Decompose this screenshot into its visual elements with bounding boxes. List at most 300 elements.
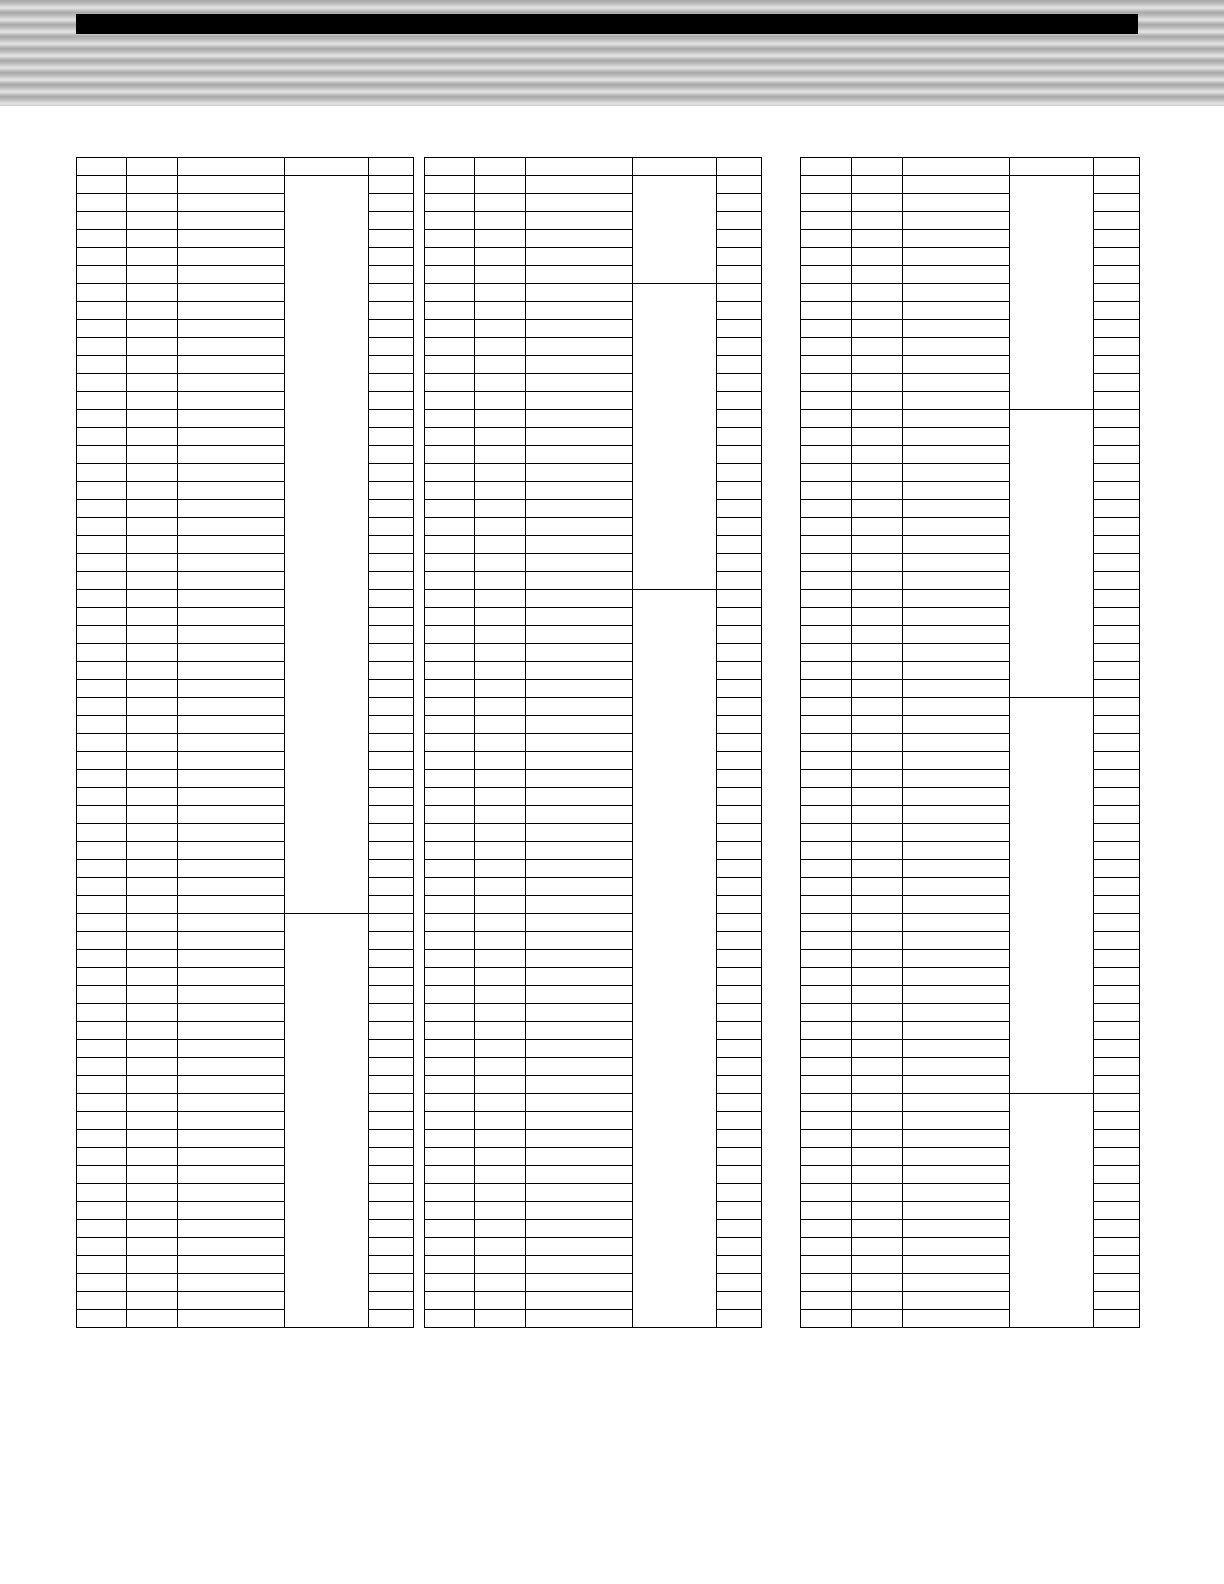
table-cell xyxy=(717,968,762,986)
table-cell xyxy=(903,356,1010,374)
table-cell xyxy=(801,176,852,194)
table-cell xyxy=(526,590,633,608)
table-cell xyxy=(1094,608,1140,626)
table-cell xyxy=(852,770,903,788)
table-cell xyxy=(369,788,414,806)
table-cell xyxy=(369,1220,414,1238)
table-cell xyxy=(475,590,526,608)
table-cell xyxy=(77,158,127,176)
table-cell xyxy=(717,626,762,644)
table-cell xyxy=(801,914,852,932)
table-cell xyxy=(425,1004,475,1022)
table-cell xyxy=(717,1004,762,1022)
table-cell xyxy=(77,374,127,392)
table-cell xyxy=(1094,428,1140,446)
table-cell xyxy=(178,374,285,392)
table-cell xyxy=(475,680,526,698)
table-cell xyxy=(178,1040,285,1058)
table-cell xyxy=(801,1130,852,1148)
table-cell xyxy=(852,734,903,752)
table-cell xyxy=(369,752,414,770)
table-cell xyxy=(852,716,903,734)
table-cell xyxy=(369,464,414,482)
table-cell xyxy=(852,500,903,518)
table-cell xyxy=(77,1256,127,1274)
table-cell xyxy=(425,248,475,266)
merged-cell xyxy=(285,176,369,914)
table-cell xyxy=(178,194,285,212)
table-cell xyxy=(475,1220,526,1238)
table-cell xyxy=(903,1130,1010,1148)
table-cell xyxy=(852,248,903,266)
table-cell xyxy=(526,626,633,644)
table-cell xyxy=(369,446,414,464)
table-row xyxy=(425,284,762,302)
table-cell xyxy=(852,1256,903,1274)
table-cell xyxy=(369,1148,414,1166)
table-cell xyxy=(852,212,903,230)
table-cell xyxy=(369,1130,414,1148)
table-cell xyxy=(77,878,127,896)
table-cell xyxy=(369,662,414,680)
table-row xyxy=(425,158,762,176)
table-cell xyxy=(77,824,127,842)
table-cell xyxy=(1094,716,1140,734)
table-cell xyxy=(852,1112,903,1130)
table-cell xyxy=(801,554,852,572)
table-cell xyxy=(127,1148,178,1166)
table-cell xyxy=(903,248,1010,266)
table-cell xyxy=(369,482,414,500)
table-cell xyxy=(1094,752,1140,770)
table-cell xyxy=(801,1274,852,1292)
table-cell xyxy=(178,824,285,842)
table-cell xyxy=(77,1112,127,1130)
table-cell xyxy=(178,968,285,986)
table-cell xyxy=(369,1040,414,1058)
table-cell xyxy=(1094,1202,1140,1220)
table-cell xyxy=(801,284,852,302)
table-cell xyxy=(903,194,1010,212)
table-cell xyxy=(1094,554,1140,572)
table-cell xyxy=(475,284,526,302)
table-cell xyxy=(425,914,475,932)
table-cell xyxy=(1094,518,1140,536)
table-cell xyxy=(852,554,903,572)
table-cell xyxy=(77,968,127,986)
table-cell xyxy=(475,158,526,176)
table-cell xyxy=(127,1184,178,1202)
table-cell xyxy=(475,554,526,572)
table-cell xyxy=(127,1076,178,1094)
table-cell xyxy=(526,752,633,770)
table-cell xyxy=(801,788,852,806)
table-cell xyxy=(903,302,1010,320)
table-cell xyxy=(127,590,178,608)
table-cell xyxy=(475,1148,526,1166)
table-cell xyxy=(1094,230,1140,248)
table-cell xyxy=(1094,626,1140,644)
table-cell xyxy=(717,158,762,176)
table-cell xyxy=(717,500,762,518)
table-cell xyxy=(77,608,127,626)
table-cell xyxy=(475,716,526,734)
table-cell xyxy=(77,788,127,806)
table-cell xyxy=(717,266,762,284)
table-cell xyxy=(1094,356,1140,374)
table-cell xyxy=(801,212,852,230)
table-cell xyxy=(127,194,178,212)
table-cell xyxy=(127,230,178,248)
table-cell xyxy=(178,590,285,608)
table-cell xyxy=(127,1112,178,1130)
table-cell xyxy=(1094,248,1140,266)
table-cell xyxy=(852,1220,903,1238)
table-cell xyxy=(903,1076,1010,1094)
table-cell xyxy=(717,860,762,878)
table-cell xyxy=(475,428,526,446)
table-cell xyxy=(1094,662,1140,680)
table-cell xyxy=(903,392,1010,410)
table-cell xyxy=(1094,698,1140,716)
table-cell xyxy=(425,896,475,914)
table-cell xyxy=(77,716,127,734)
table-cell xyxy=(475,932,526,950)
table-cell xyxy=(475,248,526,266)
table-cell xyxy=(369,1112,414,1130)
table-cell xyxy=(425,662,475,680)
table-cell xyxy=(1094,878,1140,896)
table-cell xyxy=(1094,1058,1140,1076)
table-cell xyxy=(369,284,414,302)
table-cell xyxy=(127,1310,178,1328)
table-cell xyxy=(77,1130,127,1148)
table-cell xyxy=(801,1040,852,1058)
table-cell xyxy=(425,410,475,428)
table-cell xyxy=(801,1148,852,1166)
table-cell xyxy=(903,1112,1010,1130)
table-cell xyxy=(178,662,285,680)
table-cell xyxy=(77,1166,127,1184)
table-cell xyxy=(425,1112,475,1130)
table-cell xyxy=(717,824,762,842)
table-cell xyxy=(526,176,633,194)
table-cell xyxy=(178,320,285,338)
table-cell xyxy=(801,572,852,590)
table-cell xyxy=(127,698,178,716)
table-cell xyxy=(475,770,526,788)
table-cell xyxy=(127,968,178,986)
table-cell xyxy=(526,248,633,266)
table-cell xyxy=(717,842,762,860)
table-cell xyxy=(852,1184,903,1202)
table-cell xyxy=(526,410,633,428)
table-cell xyxy=(717,212,762,230)
table-cell xyxy=(127,662,178,680)
table-cell xyxy=(903,1148,1010,1166)
table-cell xyxy=(526,356,633,374)
table-cell xyxy=(801,626,852,644)
table-cell xyxy=(526,572,633,590)
merged-cell xyxy=(633,284,717,590)
table-cell xyxy=(77,230,127,248)
table-cell xyxy=(852,590,903,608)
table-cell xyxy=(77,626,127,644)
table-cell xyxy=(475,1274,526,1292)
table-cell xyxy=(425,644,475,662)
table-cell xyxy=(903,158,1010,176)
table-cell xyxy=(852,698,903,716)
table-cell xyxy=(475,1058,526,1076)
table-cell xyxy=(801,896,852,914)
table-cell xyxy=(77,644,127,662)
table-cell xyxy=(1094,266,1140,284)
table-cell xyxy=(526,770,633,788)
table-cell xyxy=(178,1310,285,1328)
table-cell xyxy=(852,1148,903,1166)
table-cell xyxy=(127,1202,178,1220)
table-cell xyxy=(127,518,178,536)
table-cell xyxy=(801,1166,852,1184)
table-cell xyxy=(475,410,526,428)
table-cell xyxy=(425,1310,475,1328)
table-cell xyxy=(903,1166,1010,1184)
table-cell xyxy=(903,428,1010,446)
table-cell xyxy=(178,1022,285,1040)
table-cell xyxy=(425,230,475,248)
table-cell xyxy=(369,878,414,896)
table-cell xyxy=(717,806,762,824)
table-cell xyxy=(178,626,285,644)
table-cell xyxy=(717,1202,762,1220)
table-cell xyxy=(77,482,127,500)
table-cell xyxy=(425,842,475,860)
table-cell xyxy=(369,572,414,590)
table-cell xyxy=(77,806,127,824)
table-cell xyxy=(903,608,1010,626)
table-cell xyxy=(717,662,762,680)
table-cell xyxy=(801,374,852,392)
table-cell xyxy=(717,1058,762,1076)
table-cell xyxy=(77,1148,127,1166)
table-cell xyxy=(178,554,285,572)
table-cell xyxy=(178,896,285,914)
table-cell xyxy=(1094,374,1140,392)
table-cell xyxy=(127,1256,178,1274)
table-cell xyxy=(1094,986,1140,1004)
table-cell xyxy=(903,1310,1010,1328)
table-cell xyxy=(178,284,285,302)
table-cell xyxy=(717,1040,762,1058)
table-cell xyxy=(425,392,475,410)
table-cell xyxy=(801,446,852,464)
table-cell xyxy=(475,1202,526,1220)
table-cell xyxy=(425,1202,475,1220)
table-cell xyxy=(425,752,475,770)
table-cell xyxy=(801,410,852,428)
table-cell xyxy=(178,1094,285,1112)
table-cell xyxy=(425,158,475,176)
table-cell xyxy=(127,608,178,626)
table-cell xyxy=(801,860,852,878)
table-cell xyxy=(475,302,526,320)
table-cell xyxy=(717,464,762,482)
table-cell xyxy=(717,1310,762,1328)
table-cell xyxy=(127,860,178,878)
table-cell xyxy=(852,158,903,176)
table-cell xyxy=(178,410,285,428)
table-cell xyxy=(178,734,285,752)
table-cell xyxy=(903,824,1010,842)
table-cell xyxy=(1094,392,1140,410)
table-cell xyxy=(903,1238,1010,1256)
table-cell xyxy=(801,950,852,968)
table-cell xyxy=(526,806,633,824)
table-cell xyxy=(178,482,285,500)
table-cell xyxy=(903,1292,1010,1310)
table-cell xyxy=(475,914,526,932)
table-cell xyxy=(717,716,762,734)
table-cell xyxy=(127,1094,178,1112)
table-cell xyxy=(425,1274,475,1292)
table-cell xyxy=(1094,1274,1140,1292)
table-cell xyxy=(852,1166,903,1184)
table-cell xyxy=(903,698,1010,716)
table-cell xyxy=(425,1040,475,1058)
table-cell xyxy=(852,788,903,806)
table-cell xyxy=(526,950,633,968)
table-cell xyxy=(903,284,1010,302)
table-cell xyxy=(801,464,852,482)
table-cell xyxy=(1094,914,1140,932)
table-cell xyxy=(852,1094,903,1112)
table-cell xyxy=(178,914,285,932)
table-cell xyxy=(178,1202,285,1220)
table-cell xyxy=(852,896,903,914)
table-cell xyxy=(77,428,127,446)
table-cell xyxy=(526,554,633,572)
table-cell xyxy=(903,878,1010,896)
table-cell xyxy=(77,896,127,914)
table-cell xyxy=(801,500,852,518)
table-cell xyxy=(77,320,127,338)
table-cell xyxy=(127,302,178,320)
table-cell xyxy=(801,1004,852,1022)
table-cell xyxy=(425,788,475,806)
table-cell xyxy=(852,194,903,212)
table-cell xyxy=(369,410,414,428)
table-cell xyxy=(425,284,475,302)
table-cell xyxy=(475,266,526,284)
table-cell xyxy=(425,212,475,230)
table-cell xyxy=(369,842,414,860)
table-cell xyxy=(369,212,414,230)
table-cell xyxy=(852,1022,903,1040)
table-row xyxy=(77,914,414,932)
table-row xyxy=(801,176,1140,194)
table-cell xyxy=(178,1148,285,1166)
table-cell xyxy=(425,194,475,212)
table-cell xyxy=(852,428,903,446)
table-cell xyxy=(852,968,903,986)
table-cell xyxy=(178,644,285,662)
table-cell xyxy=(475,1184,526,1202)
table-cell xyxy=(127,878,178,896)
table-cell xyxy=(717,572,762,590)
table-cell xyxy=(77,518,127,536)
table-cell xyxy=(903,680,1010,698)
table-cell xyxy=(526,680,633,698)
table-cell xyxy=(903,1004,1010,1022)
table-cell xyxy=(526,608,633,626)
table-cell xyxy=(717,248,762,266)
table-cell xyxy=(425,374,475,392)
table-cell xyxy=(1094,194,1140,212)
table-cell xyxy=(127,500,178,518)
table-cell xyxy=(178,1058,285,1076)
table-cell xyxy=(178,1256,285,1274)
table-cell xyxy=(903,860,1010,878)
table-cell xyxy=(801,590,852,608)
table-cell xyxy=(903,554,1010,572)
table-cell xyxy=(852,1130,903,1148)
table-cell xyxy=(369,392,414,410)
table-cell xyxy=(903,572,1010,590)
table-cell xyxy=(903,770,1010,788)
table-cell xyxy=(903,896,1010,914)
table-cell xyxy=(717,698,762,716)
table-cell xyxy=(717,932,762,950)
table-cell xyxy=(178,392,285,410)
table-cell xyxy=(903,266,1010,284)
table-cell xyxy=(526,1256,633,1274)
table-cell xyxy=(526,644,633,662)
table-cell xyxy=(475,896,526,914)
table-cell xyxy=(852,950,903,968)
table-cell xyxy=(717,680,762,698)
table-cell xyxy=(369,608,414,626)
table-cell xyxy=(178,212,285,230)
table-cell xyxy=(475,1076,526,1094)
table-cell xyxy=(178,266,285,284)
table-cell xyxy=(801,716,852,734)
table-cell xyxy=(77,590,127,608)
table-cell xyxy=(1094,950,1140,968)
table-cell xyxy=(903,986,1010,1004)
table-cell xyxy=(903,1040,1010,1058)
merged-cell xyxy=(633,176,717,284)
table-cell xyxy=(475,1094,526,1112)
table-cell xyxy=(903,500,1010,518)
table-cell xyxy=(475,1004,526,1022)
table-row xyxy=(801,158,1140,176)
table-cell xyxy=(801,806,852,824)
table-cell xyxy=(178,932,285,950)
table-cell xyxy=(903,1094,1010,1112)
table-cell xyxy=(77,752,127,770)
table-cell xyxy=(903,734,1010,752)
table-cell xyxy=(77,1184,127,1202)
table-cell xyxy=(369,860,414,878)
table-cell xyxy=(475,608,526,626)
table-cell xyxy=(852,356,903,374)
table-cell xyxy=(475,446,526,464)
table-cell xyxy=(852,266,903,284)
table-cell xyxy=(178,1166,285,1184)
table-cell xyxy=(852,1058,903,1076)
table-cell xyxy=(475,806,526,824)
table-cell xyxy=(475,734,526,752)
